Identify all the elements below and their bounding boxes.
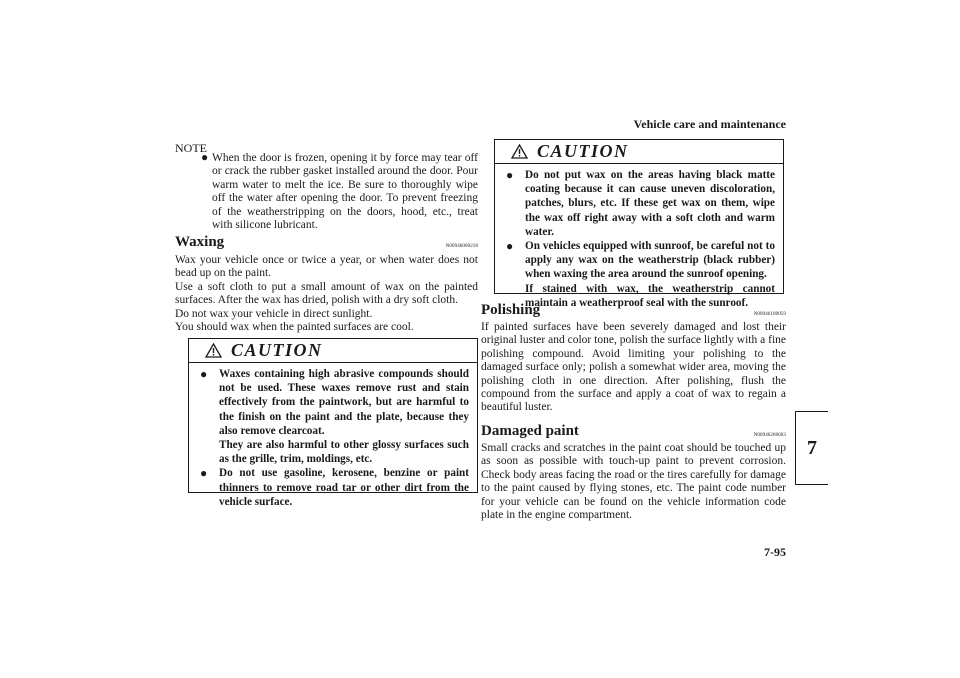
warning-triangle-icon	[511, 144, 528, 159]
bullet-icon: ●	[201, 150, 209, 164]
caution-item-extra: They are also harmful to other glossy surfaces such as the grille, trim, moldings, etc.	[219, 439, 469, 466]
caution-item-text: Waxes containing high abrasive compounds should not be used. These waxes remove rust and stain effectively from the paintwork, but are harmful to the finish on the paint and the plate, because they also remove clearcoat.	[219, 368, 469, 437]
caution-item-text: Do not use gasoline, kerosene, benzine or paint thinners to remove road tar or other dirt from the vehicle surface.	[219, 467, 469, 508]
caution-title: CAUTION	[231, 340, 323, 360]
damaged-paint-section	[481, 422, 786, 522]
damaged-paint-heading	[481, 422, 786, 440]
damaged-paint-code: N00946200063	[753, 433, 786, 438]
caution-box-waxing	[188, 338, 478, 508]
damaged-paint-body	[481, 442, 786, 522]
waxing-paragraph: Wax your vehicle once or twice a year, or when water does not bead up on the paint.	[175, 254, 478, 280]
caution-item-text: Do not put wax on the areas having black matte coating because it can cause uneven discoloration, patches, blurs, etc. If these get wax on them, wipe the wax off right away with a soft cloth and warm water.	[525, 169, 775, 238]
waxing-paragraph: Do not wax your vehicle in direct sunlight.	[175, 307, 373, 320]
chapter-tab: 7	[795, 411, 828, 485]
caution-item-extra: If stained with wax, the weatherstrip cannot maintain a weatherproof seal with the sunroof.	[525, 282, 775, 309]
waxing-section	[175, 233, 478, 334]
waxing-title: Waxing	[175, 234, 225, 250]
polishing-heading	[481, 301, 786, 319]
page-number: 7-95	[764, 545, 786, 559]
polishing-title: Polishing	[481, 302, 541, 318]
caution-item-text: On vehicles equipped with sunroof, be careful not to apply any wax on the weatherstrip (black rubber) when waxing the area around the sunroof opening.	[525, 240, 775, 281]
running-header: Vehicle care and maintenance	[633, 117, 786, 131]
waxing-heading	[175, 233, 478, 251]
caution-header	[189, 339, 477, 363]
bullet-icon: ●	[506, 168, 514, 182]
caution-body	[189, 363, 477, 509]
caution-header	[495, 140, 783, 164]
caution-item	[200, 466, 469, 509]
waxing-body	[175, 254, 478, 334]
note-label: NOTE	[175, 141, 207, 155]
bullet-icon: ●	[200, 466, 208, 481]
caution-title: CAUTION	[537, 141, 629, 161]
note-block	[175, 152, 478, 232]
note-text: When the door is frozen, opening it by force may tear off or crack the rubber gasket installed around the door. Pour warm water to melt the ice. Be sure to thoroughly wipe off the water after opening the door. To prevent freezing of the weatherstripping on the doors, hood, etc., treat with silicone lubricant.	[212, 152, 478, 232]
waxing-code: N00946000218	[445, 244, 478, 249]
bullet-icon: ●	[200, 367, 208, 381]
damaged-paint-title: Damaged paint	[481, 423, 579, 439]
polishing-section	[481, 301, 786, 415]
waxing-paragraph: You should wax when the painted surfaces are cool.	[175, 321, 414, 334]
warning-triangle-icon	[205, 343, 222, 358]
caution-item	[506, 239, 775, 310]
bullet-icon: ●	[506, 239, 514, 254]
damaged-paint-paragraph: Small cracks and scratches in the paint coat should be touched up as soon as possible with touch-up paint to prevent corrosion. Check body areas facing the road or the tires carefully for damage to the paint caused by flying stones, etc. The paint code number for your vehicle can be found on the vehicle information code plate in the engine compartment.	[481, 442, 786, 522]
note-item	[175, 152, 478, 232]
polishing-paragraph: If painted surfaces have been severely damaged and lost their original luster and color tone, polish the surface lightly with a fine polishing compound. Avoid limiting your polishing to the damaged surface only; polish a somewhat wider area, moving the polishing cloth in one direction. After polishing, flush the compound from the surface and apply a coat of wax to regain a beautiful luster.	[481, 321, 786, 414]
caution-item	[200, 367, 469, 466]
caution-body	[495, 164, 783, 310]
caution-box-matte	[494, 139, 784, 309]
caution-item	[506, 168, 775, 239]
polishing-body	[481, 321, 786, 415]
polishing-code: N00946100059	[753, 312, 786, 317]
waxing-paragraph: Use a soft cloth to put a small amount of wax on the painted surfaces. After the wax has dried, polish with a dry soft cloth.	[175, 280, 478, 307]
